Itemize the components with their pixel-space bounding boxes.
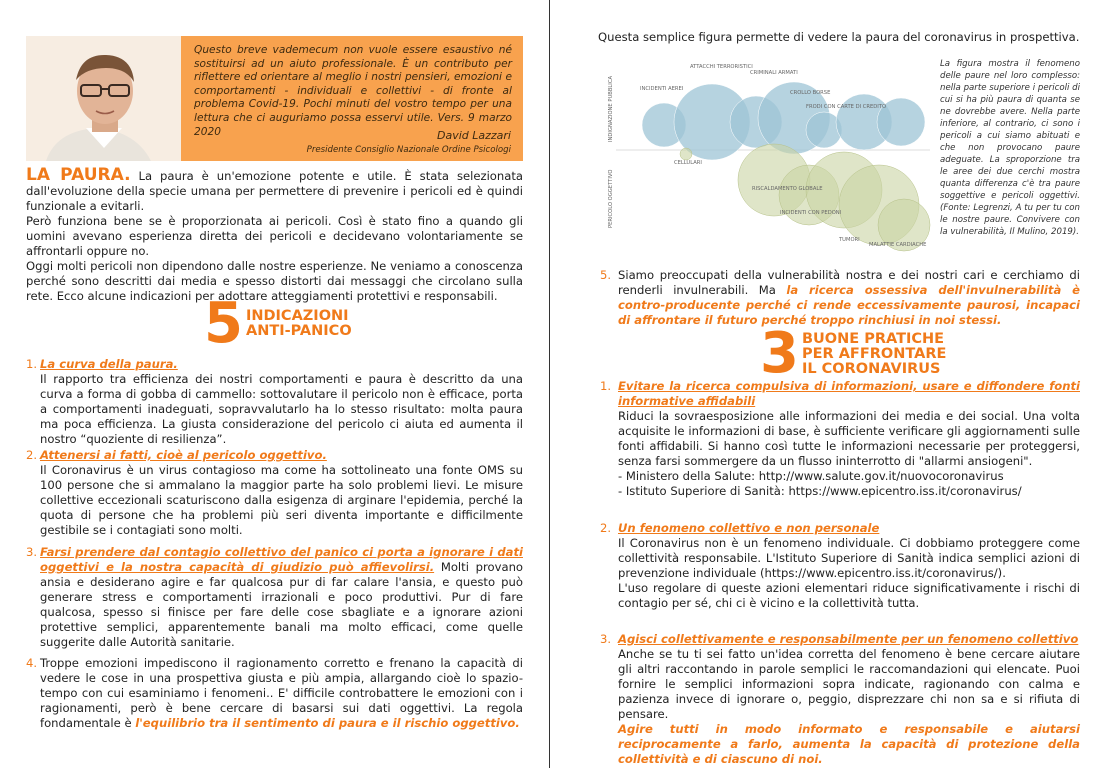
section-title-text xyxy=(246,309,352,339)
author-name: David Lazzari xyxy=(437,129,511,142)
item-emphasis: Agire tutti in modo informato e responsabile e aiutarsi reciprocamente a farlo, aumenta la capacità di protezione della collettività e di ciascuno di noi. xyxy=(618,722,1080,766)
figure-label-crollo-borse xyxy=(790,90,830,96)
item-number: 2. xyxy=(600,521,612,535)
page-divider xyxy=(549,0,550,768)
item-number: 3. xyxy=(26,545,38,559)
section-title-number: 3 xyxy=(760,321,799,386)
author-role: Presidente Consiglio Nazionale Ordine Psicologi xyxy=(306,145,511,155)
figure-y-top-label: INDIGNAZIONE PUBBLICA xyxy=(608,76,614,142)
author-photo-illustration xyxy=(26,36,181,161)
indicazione-item-4 xyxy=(26,656,523,731)
fear-bubble-figure xyxy=(604,50,934,260)
section-title-line-3: IL CORONAVIRUS xyxy=(801,360,941,377)
section-title-3-pratiche xyxy=(760,321,947,386)
pratica-item-1 xyxy=(600,379,1080,499)
figure-label-text: INCIDENTI AEREI xyxy=(640,86,684,92)
figure-y-bottom-label: PERICOLO OGGETTIVO xyxy=(608,169,614,228)
section-title-line-1: INDICAZIONI xyxy=(245,308,349,324)
figure-intro: Questa semplice figura permette di vedere la paura del coronavirus in prospettiva. xyxy=(598,30,1080,44)
item-number: 5. xyxy=(600,268,612,282)
left-page xyxy=(0,0,548,768)
pratica-item-2 xyxy=(600,521,1080,611)
section-title-number: 5 xyxy=(204,291,243,356)
figure-label-text: RISCALDAMENTO GLOBALE xyxy=(752,186,823,192)
item-link-ministero[interactable]: - Ministero della Salute: http://www.salute.gov.it/nuovocoronavirus xyxy=(618,469,1004,483)
item-number: 2. xyxy=(26,448,38,462)
section-title-line-1: BUONE PRATICHE xyxy=(801,330,945,347)
item-heading: Attenersi ai fatti, cioè al pericolo oggettivo. xyxy=(40,448,327,462)
item-heading: Un fenomeno collettivo e non personale xyxy=(618,521,880,535)
item-heading: Farsi prendere dal contagio collettivo del panico ci porta a ignorare i dati oggettivi e la nostra capacità di giudizio può affievolirsi. xyxy=(40,545,523,574)
item-number: 1. xyxy=(26,357,38,371)
intro-banner xyxy=(26,36,523,161)
figure-label-attacchi xyxy=(690,64,753,70)
item-text: Il Coronavirus è un virus contagioso ma come ha sottolineato una fonte OMS su 100 persone che si ammalano la maggior parte ha solo problemi lievi. Le misure collettive eccezionali scaturiscono dalla esigenza di arginare l'epidemia, perché la quota di persone che ha problemi più seri diventa importante e difficilmente gestibile se i contagiati sono molti. xyxy=(40,463,523,537)
figure-label-text: ATTACCHI TERRORISTICI xyxy=(690,64,753,70)
item-number: 4. xyxy=(26,656,38,670)
indicazione-item-1 xyxy=(26,357,523,447)
item-text: Anche se tu ti sei fatto un'idea corretta del fenomeno è bene cercare aiutare gli altri raccontando in parole semplici le raccomandazioni qui elencate. Puoi fornire le semplici informazioni sopra indicate, ragionando con calma e pazienza invece di ignorare o, peggio, disprezzare chi non sa e si rifiuta di pensare. xyxy=(618,647,1080,721)
pratica-item-3 xyxy=(600,632,1080,767)
figure-label-text: CROLLO BORSE xyxy=(790,90,831,96)
author-photo xyxy=(26,36,181,161)
la-paura-text-3: Oggi molti pericoli non dipendono dalle nostre esperienze. Ne veniamo a conoscenza perché sono descritti dai media e spesso distorti dai messaggi che circolano sulla rete. Ecco alcune indicazioni per adottare atteggiamenti protettivi e responsabili. xyxy=(26,259,523,303)
item-emphasis: l'equilibrio tra il sentimento di paura e il rischio oggettivo. xyxy=(135,716,520,730)
figure-label-incidenti-aerei xyxy=(640,86,684,92)
item-text: Troppe emozioni impediscono il ragionamento corretto e frenano la capacità di vedere le cose in una prospettiva giusta e più ampia, allargando cioè lo spazio-tempo con cui esaminiamo i fenomeni.. E' difficile controbattere le emozioni con i ragionamenti, però è bene cercare di basarsi sui dati oggettivi. La regola fondamentale è xyxy=(40,656,523,730)
indicazione-item-3 xyxy=(26,545,523,650)
section-title-line-2: ANTI-PANICO xyxy=(245,323,352,339)
section-title-text xyxy=(802,332,946,377)
figure-label-cellulari xyxy=(674,160,702,166)
item-heading: Agisci collettivamente e responsabilmente per un fenomeno collettivo xyxy=(618,632,1079,646)
item-text: Riduci la sovraesposizione alle informazioni dei media e dei social. Una volta acquisite le informazioni di base, è sufficiente verificare gli aggiornamenti sulle fonti affidabili. Si hanno così tutte le informazioni necessarie per proteggersi, senza farsi sommergere da un flusso ininterrotto di "allarmi ansiogeni". xyxy=(618,409,1080,468)
indicazione-item-2 xyxy=(26,448,523,538)
figure-label-riscaldamento xyxy=(752,186,823,192)
item-link-iss[interactable]: - Istituto Superiore di Sanità: https://www.epicentro.iss.it/coronavirus/ xyxy=(618,484,1022,498)
figure-label-pedoni xyxy=(780,210,842,216)
figure-label-text: FRODI CON CARTE DI CREDITO xyxy=(806,104,887,110)
figure-caption: La figura mostra il fenomeno delle paure nel loro complesso: nella parte superiore i pericoli di cui si ha più paura di quanta se ne dovrebbe avere. Nella parte inferiore, al contrario, ci sono i pericoli a cui siamo abituati e che non provocano paure adeguate. La sproporzione tra le aree dei due cerchi mostra quanta differenza c'è tra paure soggettive e pericoli oggettivi. (Fonte: Legrenzi, A tu per tu con le nostre paure. Convivere con la vulnerabilità, Il Mulino, 2019). xyxy=(940,59,1080,237)
item-emphasis: la ricerca ossessiva dell'invulnerabilità è contro-producente perché ci rende eccessivamente paurosi, incapaci di affrontare il futuro perché troppo rinchiusi in noi stessi. xyxy=(618,283,1080,327)
figure-label-malattie xyxy=(869,242,926,248)
banner-signature xyxy=(307,129,511,155)
la-paura-text-2: Però funziona bene se è proporzionata ai pericoli. Così è stato fino a quando gli uomini avevano esperienza diretta dei pericoli e decidevano volontariamente se affrontarli oppure no. xyxy=(26,214,523,258)
section-title-5-indicazioni xyxy=(204,291,352,356)
item-text: Il rapporto tra efficienza dei nostri comportamenti e paura è descritto da una curva a forma di gobba di cammello: sottovalutare il pericolo non è efficace, porta a comportamenti inadeguati, sopravvalutarlo ha lo stesso risultato: molta paura ma poca efficienza. La giusta considerazione del pericolo ci aiuta ed aumenta il nostro “quoziente di resilienza”. xyxy=(40,372,523,446)
item-number: 3. xyxy=(600,632,612,646)
banner-quote: Questo breve vademecum non vuole essere esaustivo né sostituirsi ad un aiuto professionale. È un contributo per riflettere ed orientare al meglio i nostri pensieri, emozioni e comportamenti - individuali e collettivi - di fronte al problema Covid-19. Pochi minuti del vostro tempo per una lettura che ci auguriamo possa esservi utile. Vers. 9 marzo 2020 xyxy=(194,44,512,138)
indicazione-item-5 xyxy=(600,268,1080,328)
figure-label-text: MALATTIE CARDIACHE xyxy=(869,242,927,248)
la-paura-paragraph xyxy=(26,165,523,304)
item-text: Siamo preoccupati della vulnerabilità nostra e dei nostri cari e cerchiamo di renderli invulnerabili. Ma xyxy=(618,268,1080,297)
item-text: Molti provano ansia e desiderano agire e far qualcosa pur di far calare l'ansia, e questo può generare stress e comportamenti irrazionali e poco produttivi. Pur di fare qualcosa, spesso si finisce per fare delle cose sbagliate e a ignorare azioni protettive semplici, apparentemente banali ma molto efficaci, come quelle suggerite dalle Autorità sanitarie. xyxy=(40,560,524,649)
figure-label-tumori xyxy=(838,237,860,243)
item-text-2: L'uso regolare di queste azioni elementari riduce significativamente i rischi di contagio per sé, chi ci è vicino e la collettività tutta. xyxy=(618,581,1080,610)
section-title-line-2: PER AFFRONTARE xyxy=(801,345,947,362)
figure-label-text: TUMORI xyxy=(839,237,860,243)
item-heading: La curva della paura. xyxy=(40,357,178,371)
figure-label-criminali xyxy=(750,70,798,76)
figure-label-text: INCIDENTI CON PEDONI xyxy=(780,210,842,216)
la-paura-text-1: La paura è un'emozione potente e utile. È stata selezionata dall'evoluzione della specie umana per permettere di prevenire i pericoli ed è quindi funzionale a evitarli. xyxy=(26,169,523,213)
figure-label-frodi xyxy=(806,104,886,110)
right-page xyxy=(552,0,1100,768)
item-text: Il Coronavirus non è un fenomeno individuale. Ci dobbiamo proteggere come collettività responsabile. L'Istituto Superiore di Sanità indica semplici azioni di prevenzione individuale (https://www.epicentro.iss.it/coronavirus/). xyxy=(618,536,1080,580)
figure-label-text: CELLULARI xyxy=(674,160,702,166)
item-number: 1. xyxy=(600,379,612,393)
figure-label-text: CRIMINALI ARMATI xyxy=(750,70,798,76)
item-heading: Evitare la ricerca compulsiva di informazioni, usare e diffondere fonti informative affidabili xyxy=(618,379,1080,408)
fear-bubbles-bottom xyxy=(680,144,930,251)
la-paura-heading: LA PAURA. xyxy=(26,165,131,185)
